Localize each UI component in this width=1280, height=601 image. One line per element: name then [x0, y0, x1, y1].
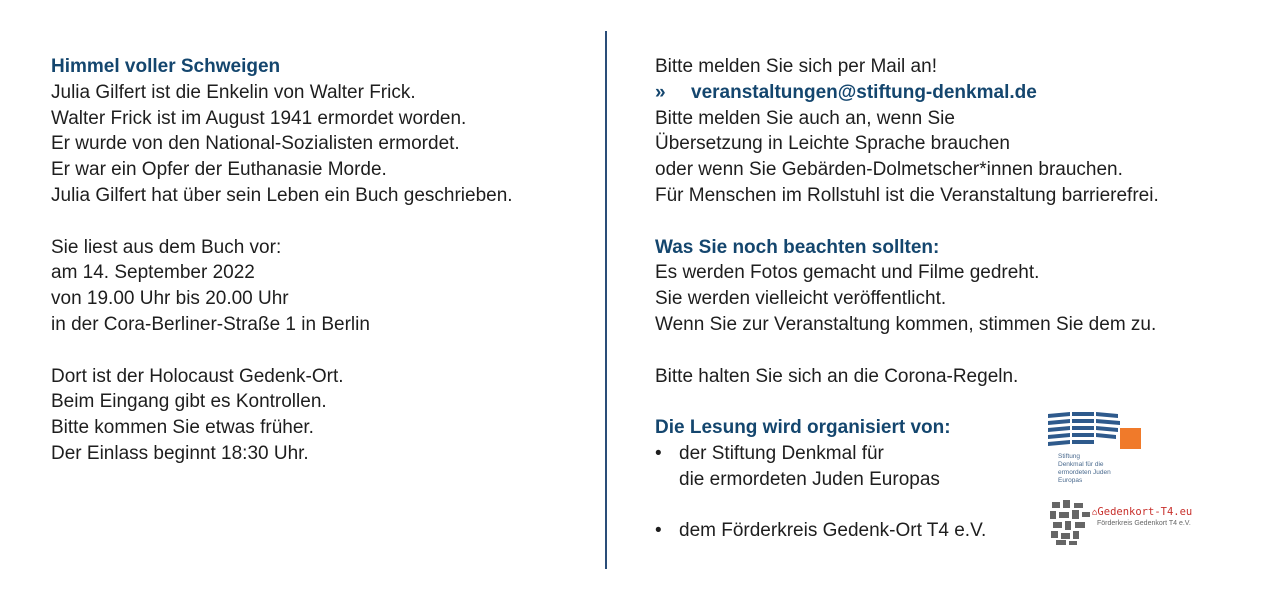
- organizer-name: der Stiftung Denkmal für: [679, 442, 884, 464]
- house-icon: ⌂: [1092, 508, 1098, 518]
- organizer-name-cont: die ermordeten Juden Europas: [679, 468, 940, 490]
- bullet-icon: •: [655, 442, 662, 464]
- gedenkort-brand-text: Gedenkort-T4.eu: [1097, 506, 1193, 518]
- venue-line: Der Einlass beginnt 18:30 Uhr.: [51, 442, 309, 464]
- intro-line: Walter Frick ist im August 1941 ermordet worden.: [51, 107, 467, 129]
- mail-intro: Bitte melden Sie sich per Mail an!: [655, 56, 937, 77]
- logo-text-line: Europas: [1058, 477, 1083, 484]
- venue-line: Bitte kommen Sie etwas früher.: [51, 417, 314, 439]
- left-column: [51, 54, 591, 467]
- stiftung-logo-text: [1058, 453, 1138, 485]
- intro-line: Julia Gilfert hat über sein Leben ein Buch geschrieben.: [51, 184, 513, 206]
- registration-line: Bitte melden Sie auch an, wenn Sie: [655, 107, 955, 129]
- notes-line: Wenn Sie zur Veranstaltung kommen, stimmen Sie dem zu.: [655, 313, 1157, 335]
- gedenkort-sub: Förderkreis Gedenkort T4 e.V.: [1097, 520, 1191, 527]
- venue-line: Dort ist der Holocaust Gedenk-Ort.: [51, 365, 344, 387]
- event-date: am 14. September 2022: [51, 262, 255, 284]
- organizer-heading: Die Lesung wird organisiert von:: [655, 417, 951, 439]
- stripes-icon: [1048, 412, 1128, 450]
- logo-text-line: ermordeten Juden: [1058, 469, 1111, 476]
- event-title: Himmel voller Schweigen: [51, 56, 281, 77]
- logo-text-line: Denkmal für die: [1058, 461, 1104, 468]
- gedenkort-brand: [1092, 506, 1192, 518]
- event-location: in der Cora-Berliner-Straße 1 in Berlin: [51, 313, 370, 335]
- notes-heading: Was Sie noch beachten sollten:: [655, 236, 940, 258]
- organizer-item: [655, 441, 1255, 467]
- intro-line: Er wurde von den National-Sozialisten ermordet.: [51, 133, 460, 155]
- venue-line: Beim Eingang gibt es Kontrollen.: [51, 391, 327, 413]
- mail-row[interactable]: [655, 80, 1255, 106]
- gedenkort-t4-logo: [1050, 500, 1200, 550]
- right-column: [655, 54, 1255, 544]
- column-divider: [605, 31, 607, 569]
- notes-line: Sie werden vielleicht veröffentlicht.: [655, 288, 947, 310]
- intro-line: Er war ein Opfer der Euthanasie Morde.: [51, 159, 387, 181]
- bullet-icon: •: [655, 520, 662, 542]
- gedenkort-mark-icon: [1050, 500, 1094, 546]
- notes-line: Es werden Fotos gemacht und Filme gedreht.: [655, 262, 1040, 284]
- registration-line: oder wenn Sie Gebärden-Dolmetscher*innen brauchen.: [655, 159, 1123, 181]
- event-line: Sie liest aus dem Buch vor:: [51, 236, 282, 258]
- orange-square-icon: [1120, 428, 1141, 449]
- organizer-name: dem Förderkreis Gedenk-Ort T4 e.V.: [679, 520, 987, 542]
- intro-line: Julia Gilfert ist die Enkelin von Walter Frick.: [51, 81, 416, 103]
- mail-link[interactable]: veranstaltungen@stiftung-denkmal.de: [691, 81, 1037, 103]
- corona-note: Bitte halten Sie sich an die Corona-Regeln.: [655, 365, 1019, 387]
- event-time: von 19.00 Uhr bis 20.00 Uhr: [51, 288, 289, 310]
- registration-line: Für Menschen im Rollstuhl ist die Veranstaltung barrierefrei.: [655, 184, 1159, 206]
- stiftung-denkmal-logo: [1048, 412, 1148, 494]
- logo-text-line: Stiftung: [1058, 453, 1081, 460]
- registration-line: Übersetzung in Leichte Sprache brauchen: [655, 133, 1010, 155]
- arrow-icon: »: [655, 81, 666, 103]
